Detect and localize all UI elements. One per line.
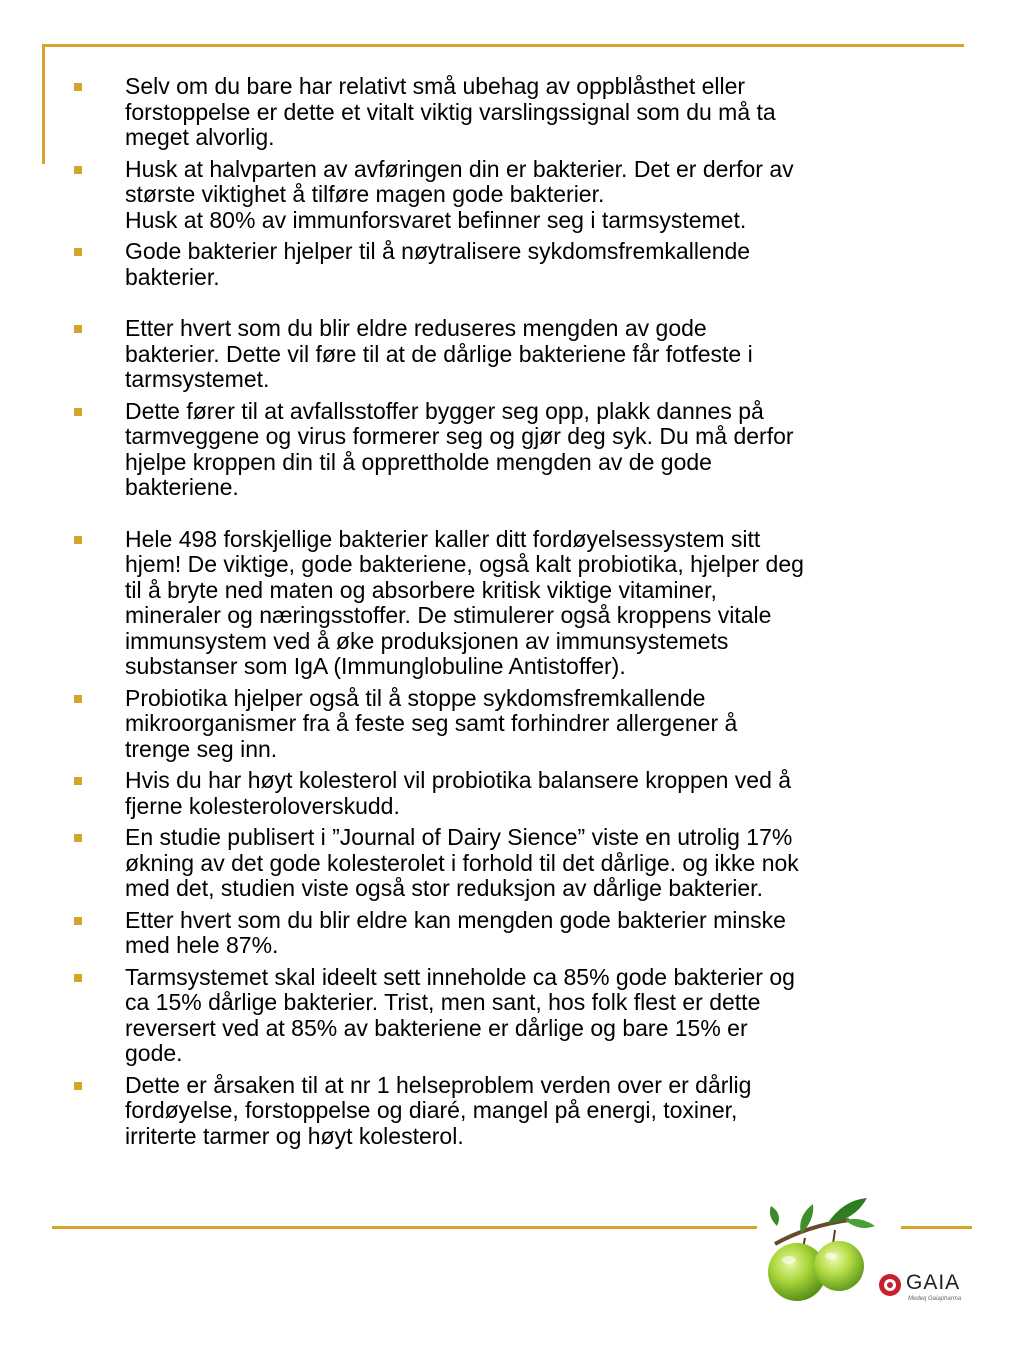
bullet-line: Dette fører til at avfallsstoffer bygger seg opp, plakk dannes på	[125, 397, 764, 424]
bullet-line: gode.	[125, 1040, 183, 1066]
square-bullet-icon	[74, 536, 82, 544]
bullet-line: Dette er årsaken til at nr 1 helseproblem verden over er dårlig	[125, 1071, 752, 1098]
bullet-line: Hvis du har høyt kolesterol vil probiotika balansere kroppen ved å	[125, 767, 792, 793]
square-bullet-icon	[74, 695, 82, 703]
gaia-logo	[878, 1270, 978, 1306]
bullet-line: Husk at 80% av immunforsvaret befinner seg i tarmsystemet.	[125, 206, 747, 233]
bullet-item	[72, 399, 922, 501]
square-bullet-icon	[74, 1082, 82, 1090]
bullet-line: bakterier. Dette vil føre til at de dårlige bakteriene får fotfeste i	[125, 340, 753, 367]
bullet-line: bakteriene.	[125, 474, 239, 500]
bullet-line: Tarmsystemet skal ideelt sett inneholde ca 85% gode bakterier og	[125, 963, 795, 990]
bullet-line: med hele 87%.	[125, 932, 279, 958]
bullet-line: Etter hvert som du blir eldre kan mengden gode bakterier minske	[125, 906, 786, 933]
square-bullet-icon	[74, 834, 82, 842]
bullet-line: irriterte tarmer og høyt kolesterol.	[125, 1122, 464, 1149]
top-rule	[42, 44, 964, 47]
bullet-line: substanser som IgA (Immunglobuline Antistoffer).	[125, 653, 626, 679]
bullet-item	[72, 74, 922, 151]
bullet-line: Probiotika hjelper også til å stoppe sykdomsfremkallende	[125, 684, 706, 711]
square-bullet-icon	[74, 974, 82, 982]
bullet-item	[72, 768, 922, 819]
bullet-item	[72, 686, 922, 763]
bullet-line: En studie publisert i ”Journal of Dairy Sience” viste en utrolig 17%	[125, 824, 793, 850]
bullet-line: tarmsystemet.	[125, 366, 270, 392]
bullet-item	[72, 239, 922, 290]
bullet-item	[72, 316, 922, 393]
bullet-line: tarmveggene og virus formerer seg og gjør deg syk. Du må derfor	[125, 423, 794, 449]
bullet-line: Husk at halvparten av avføringen din er bakterier. Det er derfor av	[125, 155, 794, 182]
bullet-item	[72, 1073, 922, 1150]
bullet-item	[72, 157, 922, 234]
gaia-flower-icon	[878, 1273, 902, 1297]
square-bullet-icon	[74, 83, 82, 91]
square-bullet-icon	[74, 917, 82, 925]
brand-subtitle: Medeq Gaiapharma	[908, 1296, 962, 1302]
bullet-line: økning av det gode kolesterolet i forhold til det dårlige. og ikke nok	[125, 849, 799, 876]
bullet-line: Etter hvert som du blir eldre reduseres mengden av gode	[125, 315, 707, 341]
bullet-line: bakterier.	[125, 263, 220, 290]
bullet-line: reversert ved at 85% av bakteriene er dårlige og bare 15% er	[125, 1014, 748, 1041]
bullet-line: ca 15% dårlige bakterier. Trist, men sant, hos folk flest er dette	[125, 989, 761, 1015]
square-bullet-icon	[74, 325, 82, 333]
square-bullet-icon	[74, 166, 82, 174]
bullet-line: Selv om du bare har relativt små ubehag av oppblåsthet eller	[125, 73, 746, 99]
bullet-line: immunsystem ved å øke produksjonen av immunsystemets	[125, 627, 729, 654]
bullet-line: med det, studien viste også stor reduksjon av dårlige bakterier.	[125, 875, 763, 901]
bullet-item	[72, 965, 922, 1067]
bullet-line: meget alvorlig.	[125, 124, 275, 150]
bullet-line: fordøyelse, forstoppelse og diaré, mangel på energi, toxiner,	[125, 1097, 738, 1123]
bullet-line: fjerne kolesteroloverskudd.	[125, 792, 400, 819]
bullet-list	[72, 74, 922, 1155]
bullet-line: mikroorganismer fra å feste seg samt forhindrer allergener å	[125, 710, 738, 736]
bullet-line: mineraler og næringsstoffer. De stimulerer også kroppens vitale	[125, 602, 772, 628]
bullet-item	[72, 527, 922, 680]
bullet-line: Gode bakterier hjelper til å nøytralisere sykdomsfremkallende	[125, 238, 751, 264]
bullet-line: til å bryte ned maten og absorbere kritisk viktige vitaminer,	[125, 576, 717, 603]
bullet-item	[72, 908, 922, 959]
brand-name: GAIA	[906, 1271, 961, 1294]
square-bullet-icon	[74, 777, 82, 785]
bullet-item	[72, 825, 922, 902]
bullet-line: største viktighet å tilføre magen gode bakterier.	[125, 181, 605, 207]
left-rule	[42, 44, 45, 164]
bullet-line: hjem! De viktige, gode bakteriene, også kalt probiotika, hjelper deg	[125, 551, 804, 577]
bullet-line: hjelpe kroppen din til å opprettholde mengden av de gode	[125, 448, 712, 475]
bullet-line: Hele 498 forskjellige bakterier kaller ditt fordøyelsessystem sitt	[125, 525, 761, 552]
bullet-line: forstoppelse er dette et vitalt viktig varslingssignal som du må ta	[125, 98, 776, 125]
square-bullet-icon	[74, 408, 82, 416]
square-bullet-icon	[74, 248, 82, 256]
bullet-line: trenge seg inn.	[125, 735, 278, 762]
